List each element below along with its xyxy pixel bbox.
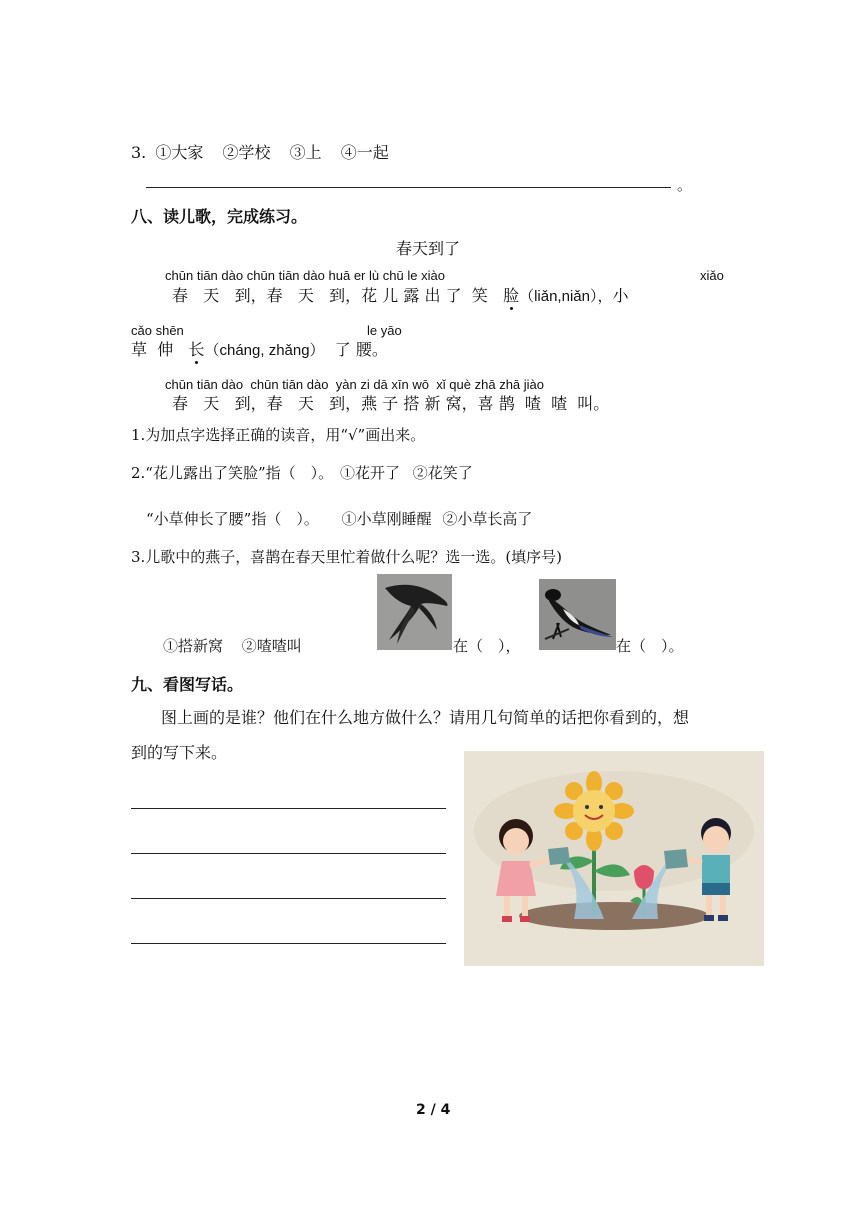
magpie-icon [539, 579, 616, 650]
q3-opt-1: ①搭新窝 [163, 637, 224, 655]
writing-line[interactable] [131, 853, 446, 854]
children-watering-illustration [464, 751, 764, 966]
section9-prompt-line2: 到的写下来。 [131, 743, 228, 762]
section8-heading: 八、读儿歌，完成练习。 [131, 207, 308, 226]
q3-end-mark: 。 [677, 176, 693, 194]
q3-option-1: ①大家 [155, 143, 204, 162]
swallow-icon [377, 574, 452, 650]
poem-line2-pinyin-b: le yāo [367, 323, 402, 338]
dotted-char-chang: 长 [188, 340, 205, 359]
q2a-option-2: ②花笑了 [412, 464, 473, 482]
section9-heading: 九、看图写话。 [131, 675, 244, 694]
poem-line2-pinyin-a: cǎo shēn [131, 323, 184, 338]
section9-prompt-line1: 图上画的是谁？他们在什么地方做什么？请用几句简单的话把你看到的，想 [161, 708, 690, 727]
poem-line1-pinyin: chūn tiān dào chūn tiān dào huā er lù chū le xiào [165, 268, 445, 283]
q2b-option-2: ②小草长高了 [442, 510, 533, 528]
swallow-answer[interactable]: 在（ ）， [453, 637, 521, 655]
poem-line1-pinyin-end: xiǎo [700, 268, 724, 283]
swallow-image [377, 574, 452, 650]
writing-line[interactable] [131, 898, 446, 899]
q3-option-2: ②学校 [222, 143, 271, 162]
q3-number: 3. [131, 143, 147, 162]
poem-line1-chars: 春 天 到，春 天 到，花 儿 露 出 了 笑 脸（liǎn,niǎn），小 [172, 286, 629, 305]
section8-q2b: “小草伸长了腰”指（ ）。 ①小草刚睡醒 ②小草长高了 [146, 510, 533, 528]
page-number: 2 / 4 [416, 1102, 451, 1118]
writing-line[interactable] [131, 943, 446, 944]
poem-line3-chars: 春 天 到，春 天 到，燕 子 搭 新 窝，喜 鹊 喳 喳 叫。 [172, 394, 610, 413]
q3-answer-line[interactable] [146, 187, 671, 188]
q3-option-4: ④一起 [340, 143, 389, 162]
section8-q1: 1.为加点字选择正确的读音，用“√”画出来。 [131, 426, 426, 444]
section8-q2a: 2.“花儿露出了笑脸”指（ ）。 ①花开了 ②花笑了 [131, 464, 473, 482]
poem-line2-chars: 草 伸 长（cháng, zhǎng） 了 腰。 [131, 340, 388, 359]
q2b-option-1: ①小草刚睡醒 [341, 510, 432, 528]
writing-line[interactable] [131, 808, 446, 809]
q3-option-3: ③上 [289, 143, 322, 162]
dotted-char-lian: 脸 [503, 286, 520, 305]
q3-line [131, 140, 389, 163]
q2a-option-1: ①花开了 [339, 464, 400, 482]
watering-flowers-picture [464, 751, 764, 966]
section8-q3: 3.儿歌中的燕子，喜鹊在春天里忙着做什么呢？选一选。(填序号) [131, 548, 563, 566]
magpie-image [539, 579, 616, 650]
q3-options [163, 635, 302, 656]
magpie-answer[interactable]: 在（ ）。 [616, 637, 684, 655]
q3-opt-2: ②喳喳叫 [241, 637, 302, 655]
poem-line3-pinyin: chūn tiān dào chūn tiān dào yàn zi dā xīn wō xǐ què zhā zhā jiào [165, 377, 545, 392]
poem-title: 春天到了 [396, 239, 461, 258]
